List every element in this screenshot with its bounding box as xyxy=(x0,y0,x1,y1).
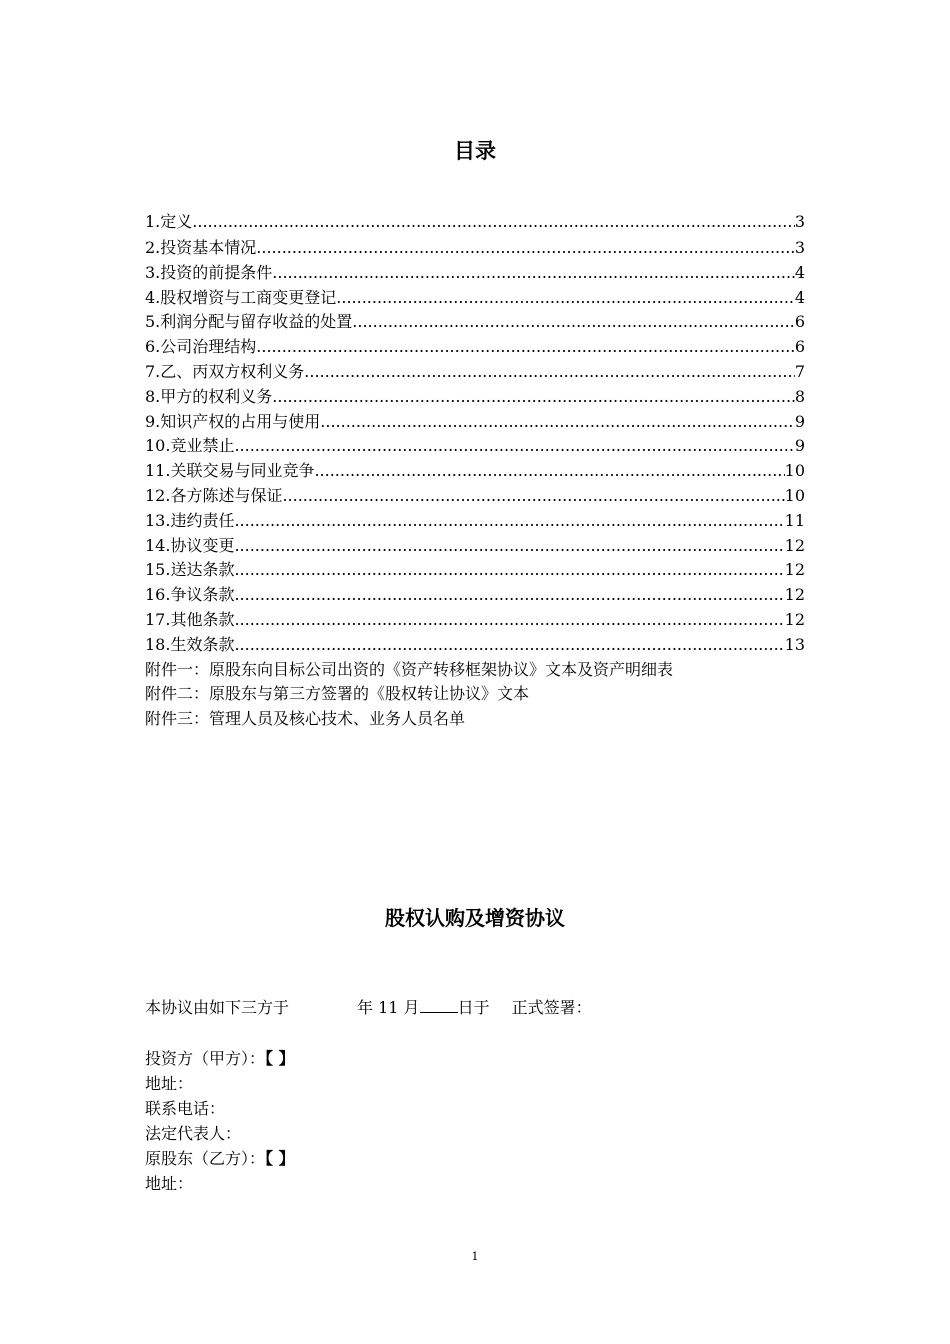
toc-entry-page: 11 xyxy=(784,510,805,530)
toc-leader-dots xyxy=(282,484,784,509)
toc-entry[interactable] xyxy=(145,608,805,633)
table-of-contents xyxy=(145,208,805,732)
toc-entry-page: 4 xyxy=(794,262,805,282)
party-a-phone: 联系电话： xyxy=(145,1099,226,1118)
toc-entry-label: 17.其他条款 xyxy=(145,609,235,629)
toc-appendix[interactable]: 附件一：原股东向目标公司出资的《资产转移框架协议》文本及资产明细表 xyxy=(145,659,674,679)
toc-entry[interactable] xyxy=(145,484,805,509)
toc-entry[interactable] xyxy=(145,509,805,534)
toc-entry[interactable] xyxy=(145,385,805,410)
toc-entry-label: 12.各方陈述与保证 xyxy=(145,485,283,505)
toc-entry-label: 6.公司治理结构 xyxy=(145,337,257,357)
page-number: 1 xyxy=(471,1250,479,1263)
toc-leader-dots xyxy=(272,385,795,410)
toc-entry-label: 2.投资基本情况 xyxy=(145,238,257,257)
toc-leader-dots xyxy=(256,335,795,360)
toc-entry-label: 7.乙、丙双方权利义务 xyxy=(145,361,305,381)
toc-entry[interactable] xyxy=(145,633,805,658)
toc-entry[interactable] xyxy=(145,286,805,311)
toc-entry[interactable] xyxy=(145,558,805,583)
party-a-address: 地址： xyxy=(145,1074,194,1093)
toc-entry-label: 15.送达条款 xyxy=(145,560,235,580)
party-b-line xyxy=(145,1146,295,1171)
party-a-line xyxy=(145,1046,295,1071)
toc-leader-dots xyxy=(256,236,795,261)
toc-entry-page: 3 xyxy=(794,212,805,231)
toc-leader-dots xyxy=(234,583,784,608)
toc-entry[interactable] xyxy=(145,459,805,484)
toc-entry[interactable] xyxy=(145,335,805,360)
toc-entry-label: 8.甲方的权利义务 xyxy=(145,386,273,406)
toc-entry-page: 12 xyxy=(784,560,805,580)
toc-entry[interactable] xyxy=(145,410,805,435)
toc-leader-dots xyxy=(352,310,795,335)
toc-leader-dots xyxy=(234,558,784,583)
signing-year-month: 年 11 月 xyxy=(357,998,420,1017)
toc-leader-dots xyxy=(234,509,784,534)
toc-leader-dots xyxy=(314,459,784,484)
toc-entry[interactable] xyxy=(145,360,805,385)
toc-entry-page: 12 xyxy=(784,585,805,605)
toc-entry[interactable] xyxy=(145,310,805,335)
toc-entry-page: 12 xyxy=(784,609,805,629)
toc-entry-page: 9 xyxy=(794,436,805,456)
toc-leader-dots xyxy=(304,360,795,385)
toc-entry-label: 9.知识产权的占用与使用 xyxy=(145,411,321,431)
signing-prefix: 本协议由如下三方于 xyxy=(145,998,290,1017)
toc-appendix[interactable]: 附件三：管理人员及核心技术、业务人员名单 xyxy=(145,709,466,729)
party-a-representative: 法定代表人： xyxy=(145,1124,242,1143)
toc-entry-page: 7 xyxy=(794,361,805,381)
toc-entry-page: 13 xyxy=(784,634,805,654)
toc-entry[interactable] xyxy=(145,534,805,559)
toc-entry-label: 10.竞业禁止 xyxy=(145,436,235,456)
toc-entry-page: 10 xyxy=(784,485,805,505)
toc-entry-label: 18.生效条款 xyxy=(145,634,235,654)
signing-day: 日于 xyxy=(457,998,490,1017)
toc-entry-label: 16.争议条款 xyxy=(145,585,235,605)
agreement-title: 股权认购及增资协议 xyxy=(385,906,565,930)
toc-entry-label: 11.关联交易与同业竞争 xyxy=(145,461,315,481)
toc-entry[interactable] xyxy=(145,434,805,459)
toc-entry-page: 6 xyxy=(794,337,805,357)
signing-statement xyxy=(145,994,592,1022)
toc-leader-dots xyxy=(336,286,795,311)
toc-leader-dots xyxy=(272,261,795,286)
toc-leader-dots xyxy=(234,633,784,658)
toc-entry[interactable] xyxy=(145,583,805,608)
toc-entry-page: 9 xyxy=(794,411,805,431)
toc-appendix[interactable]: 附件二：原股东与第三方签署的《股权转让协议》文本 xyxy=(145,684,530,704)
toc-entry-label: 14.协议变更 xyxy=(145,535,235,555)
day-blank xyxy=(420,994,458,1013)
party-a-name: 【 】 xyxy=(265,1049,295,1068)
toc-entry[interactable] xyxy=(145,208,805,236)
toc-leader-dots xyxy=(234,534,784,559)
toc-entry-label: 3.投资的前提条件 xyxy=(145,262,273,282)
toc-leader-dots xyxy=(234,434,794,459)
toc-appendices xyxy=(145,658,805,732)
toc-entry-label: 5.利润分配与留存收益的处置 xyxy=(145,312,353,332)
party-b-address: 地址： xyxy=(145,1174,194,1193)
toc-entry-page: 6 xyxy=(794,312,805,332)
toc-entry-label: 1.定义 xyxy=(145,212,193,231)
toc-entry-page: 3 xyxy=(794,238,805,257)
toc-leader-dots xyxy=(234,608,784,633)
toc-leader-dots xyxy=(320,410,795,435)
parties-section xyxy=(145,1046,295,1196)
toc-leader-dots xyxy=(192,208,795,236)
toc-entry-page: 8 xyxy=(794,386,805,406)
party-b-name: 【 】 xyxy=(265,1149,295,1168)
toc-entry-page: 4 xyxy=(794,287,805,307)
signing-suffix: 正式签署： xyxy=(511,998,592,1017)
party-b-label: 原股东（乙方）： xyxy=(145,1149,266,1168)
toc-entry-label: 13.违约责任 xyxy=(145,510,235,530)
toc-entry[interactable] xyxy=(145,236,805,261)
toc-entry-page: 12 xyxy=(784,535,805,555)
toc-title: 目录 xyxy=(454,138,496,163)
toc-entry-label: 4.股权增资与工商变更登记 xyxy=(145,287,337,307)
toc-entries xyxy=(145,208,805,658)
toc-entry[interactable] xyxy=(145,261,805,286)
party-a-label: 投资方（甲方）： xyxy=(145,1049,266,1068)
toc-entry-page: 10 xyxy=(784,461,805,481)
